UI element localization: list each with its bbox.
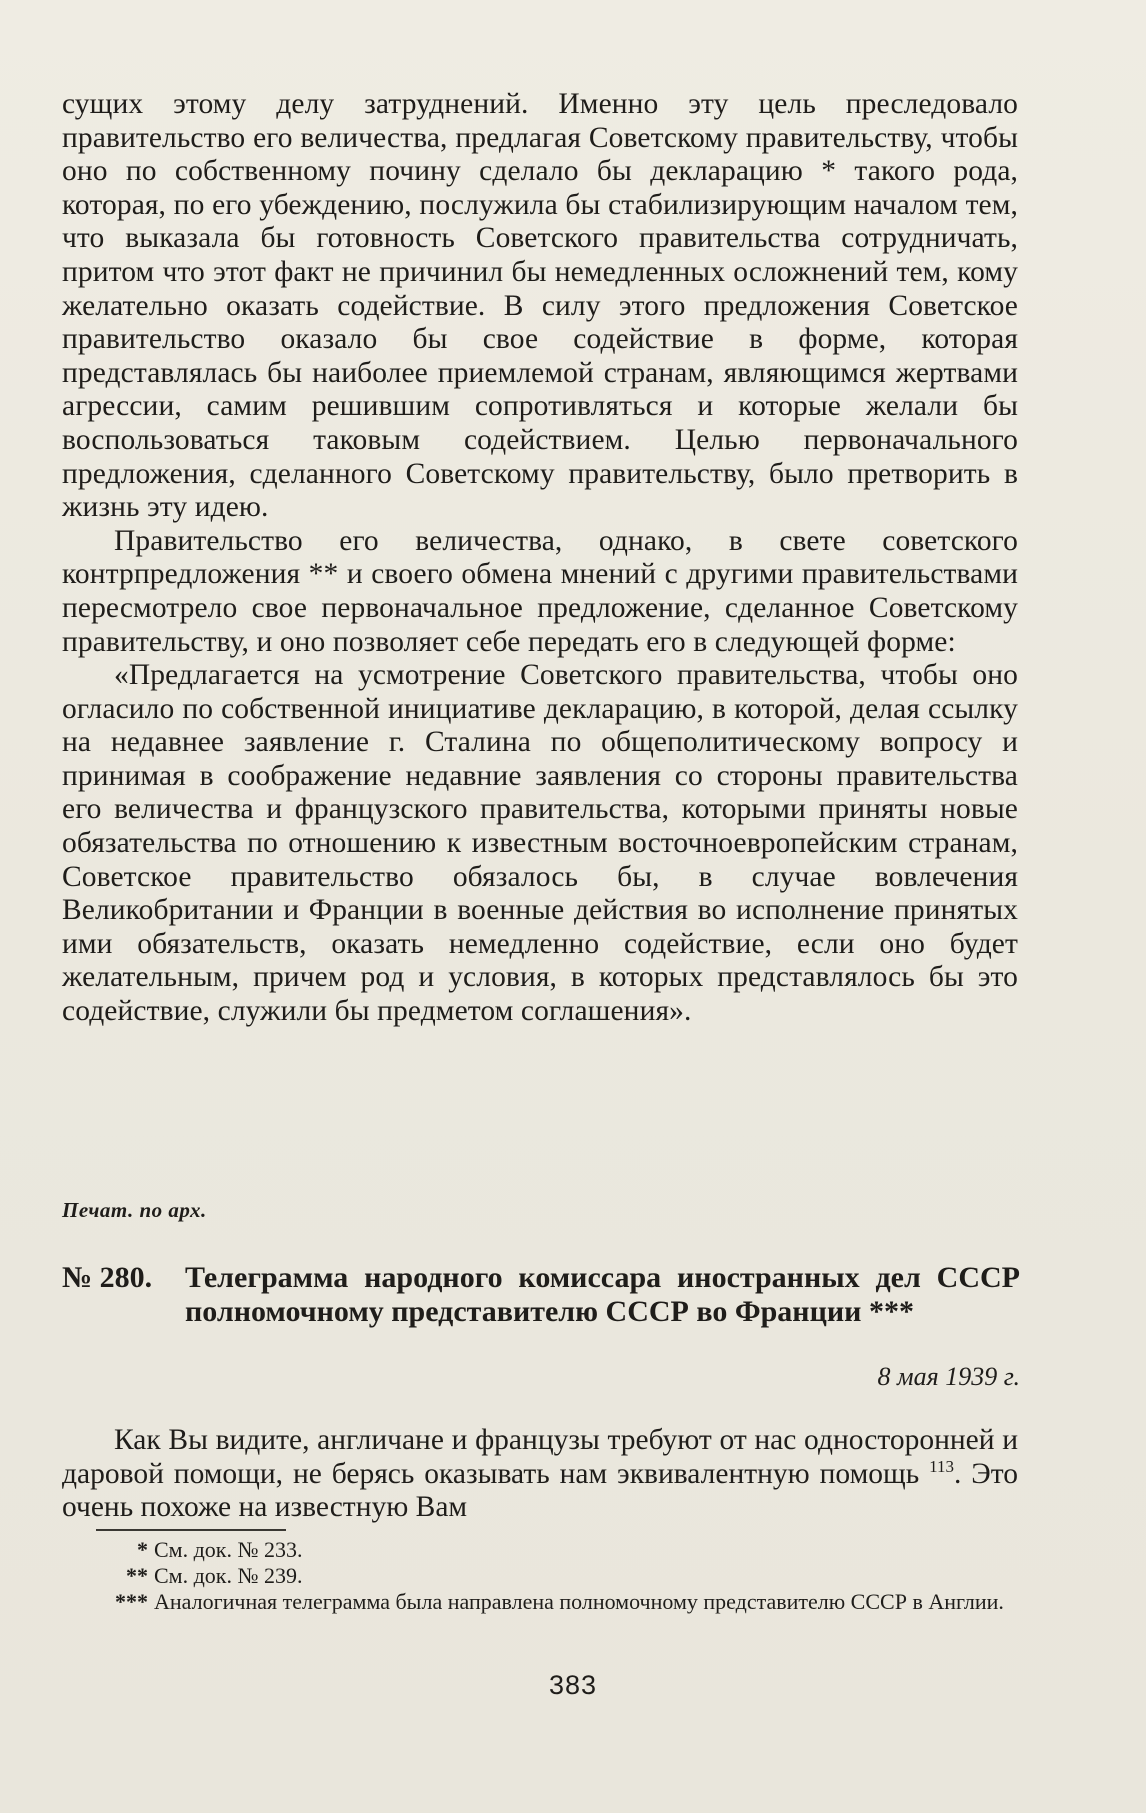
- footnote-text: Аналогичная телеграмма была направлена полномочному представителю СССР в Англии.: [154, 1589, 1004, 1614]
- footnotes: [96, 1537, 1018, 1615]
- page-number: 383: [548, 1670, 598, 1700]
- footnote-mark: *: [137, 1537, 148, 1562]
- document-number: № 280.: [62, 1261, 153, 1294]
- main-text: [62, 88, 1018, 1029]
- document-title: Телеграмма народного комиссара иностранных дел СССР полномочному представителю СССР во Франции ***: [185, 1261, 1020, 1328]
- paragraph-counterproposal: Правительство его величества, однако, в свете советского контрпредложения ** и своего обмена мнений с другими правительствами пересмотрело свое первоначальное предложение, сделанное Советскому правительству, и оно позволяет себе передать его в следующей форме:: [62, 524, 1018, 658]
- document-heading: [62, 1261, 1020, 1329]
- paragraph-continuation: сущих этому делу затруднений. Именно эту цель преследовало правительство его величества, предлагая Советскому правительству, чтобы оно по собственному почину сделало бы декларацию * такого рода, которая, по его убеждению, послужила бы стабилизирующим началом тем, что выказала бы готовность Советского правительства сотрудничать, притом что этот факт не причинил бы немедленных осложнений тем, кому желательно оказать содействие. В силу этого предложения Советское правительство оказало бы свое содействие в форме, которая представлялась бы наиболее приемлемой странам, являющимся жертвами агрессии, самим решившим сопротивляться и которые желали бы воспользоваться таковым содействием. Целью первоначального предложения, сделанного Советскому правительству, было претворить в жизнь эту идею.: [62, 88, 1018, 524]
- footnote-reference: 113: [929, 1456, 954, 1476]
- telegram-text: [62, 1424, 1018, 1525]
- footnote-mark: **: [126, 1563, 148, 1588]
- telegram-text-end: . Это очень похоже на известную Вам: [62, 1457, 1018, 1524]
- footnote-mark: ***: [115, 1589, 148, 1614]
- footnote-divider: [96, 1529, 286, 1531]
- paragraph-quoted-proposal: «Предлагается на усмотрение Советского правительства, чтобы оно огласило по собственной инициативе декларацию, в которой, делая ссылку на недавнее заявление г. Сталина по общеполитическому вопросу и принимая в соображение недавние заявления со стороны правительства его величества и французского правительства, которыми приняты новые обязательства по отношению к известным восточноевропейским странам, Советское правительство обязалось бы, в случае вовлечения Великобритании и Франции в военные действия во исполнение принятых ими обязательств, оказать немедленно содействие, если оно будет желательным, причем род и условия, в которых представлялось бы это содействие, служили бы предметом соглашения».: [62, 659, 1018, 1028]
- telegram-text-start: Как Вы видите, англичане и французы требуют от нас односторонней и даровой помощи, не берясь оказывать нам эквивалентную помощь: [62, 1424, 1018, 1490]
- footnote-item: [96, 1537, 1018, 1563]
- footnote-item: [96, 1563, 1018, 1589]
- footnote-text: См. док. № 233.: [154, 1537, 303, 1562]
- document-date: 8 мая 1939 г.: [877, 1362, 1020, 1391]
- archive-source-note: Печат. по арх.: [62, 1198, 207, 1222]
- footnote-item: [96, 1589, 1018, 1615]
- footnote-text: См. док. № 239.: [154, 1563, 303, 1588]
